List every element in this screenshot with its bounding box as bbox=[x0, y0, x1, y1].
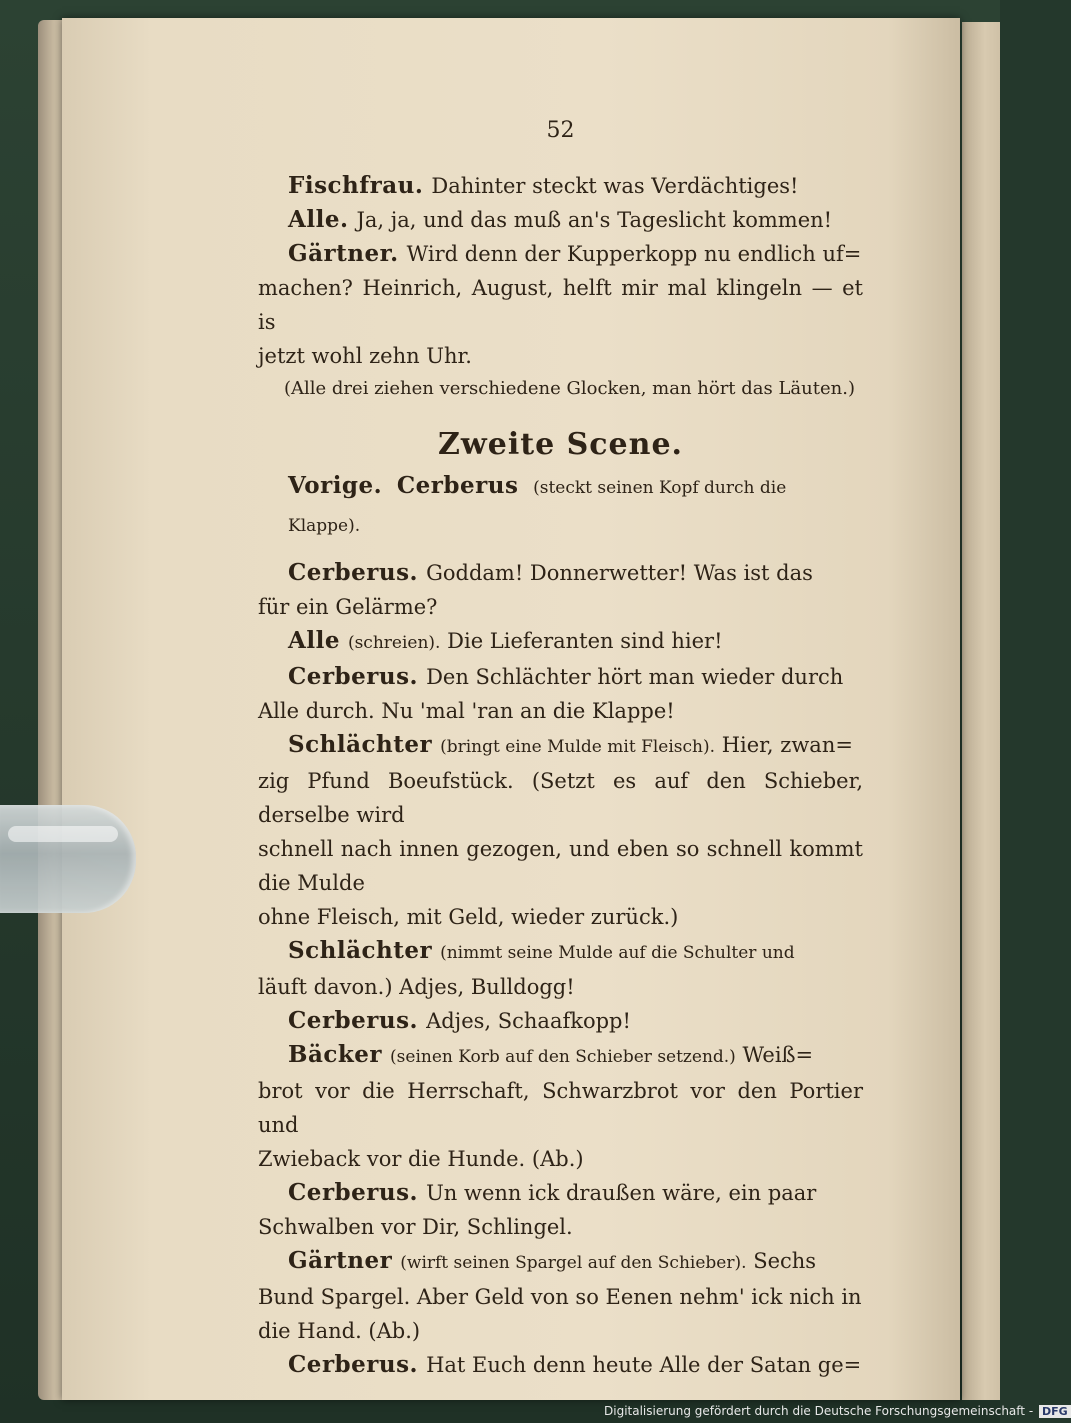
speaker-name: Fischfrau. bbox=[288, 172, 424, 199]
dfg-logo-icon: DFG bbox=[1039, 1405, 1071, 1418]
text-line bbox=[258, 169, 863, 203]
text-line bbox=[258, 970, 863, 1004]
line-text: läuft davon.) Adjes, Bulldogg! bbox=[258, 975, 575, 999]
text-line bbox=[258, 900, 863, 934]
text-line bbox=[258, 556, 863, 590]
persons-previous: Vorige. bbox=[288, 472, 383, 499]
line-text: Schwalben vor Dir, Schlingel. bbox=[258, 1215, 573, 1239]
line-text: Alle durch. Nu 'mal 'ran an die Klappe! bbox=[258, 699, 675, 723]
opening-dialog bbox=[258, 169, 863, 405]
text-line bbox=[258, 1280, 863, 1314]
line-text: Dahinter steckt was Verdächtiges! bbox=[431, 174, 799, 198]
speaker-name: Schlächter bbox=[288, 937, 433, 964]
footer-text: Digitalisierung gefördert durch die Deutsche Forschungsgemeinschaft - bbox=[604, 1404, 1034, 1418]
line-text: Weiß= bbox=[742, 1043, 814, 1067]
speaker-name: Gärtner. bbox=[288, 240, 399, 267]
speaker-name: Cerberus. bbox=[288, 1179, 419, 1206]
line-text: Hier, zwan= bbox=[721, 733, 853, 757]
stage-direction: (bringt eine Mulde mit Fleisch). bbox=[440, 737, 716, 757]
clip-highlight bbox=[8, 826, 118, 842]
stage-direction: (nimmt seine Mulde auf die Schulter und bbox=[440, 943, 795, 963]
line-text: schnell nach innen gezogen, und eben so schnell kommt die Mulde bbox=[258, 837, 863, 895]
scene-title: Zweite Scene. bbox=[438, 427, 683, 462]
line-text: Goddam! Donnerwetter! Was ist das bbox=[426, 561, 813, 585]
scene-dialog bbox=[258, 556, 863, 1382]
text-line bbox=[258, 1210, 863, 1244]
line-text: Zwieback vor die Hunde. (Ab.) bbox=[258, 1147, 584, 1171]
stage-direction: (schreien). bbox=[347, 633, 441, 653]
text-line bbox=[258, 1348, 863, 1382]
text-line bbox=[258, 237, 863, 271]
text-line bbox=[258, 624, 863, 660]
speaker-name: Gärtner bbox=[288, 1247, 393, 1274]
text-line bbox=[258, 1142, 863, 1176]
line-text: Sechs bbox=[753, 1249, 817, 1273]
line-text: (Alle drei ziehen verschiedene Glocken, man hört das Läuten.) bbox=[284, 378, 855, 399]
stage-direction: (wirft seinen Spargel auf den Schieber). bbox=[400, 1253, 747, 1273]
page-number: 52 bbox=[546, 118, 575, 143]
line-text: brot vor die Herrschaft, Schwarzbrot vor den Portier und bbox=[258, 1079, 863, 1137]
text-line bbox=[258, 271, 863, 339]
text-line bbox=[258, 728, 863, 764]
line-text: ohne Fleisch, mit Geld, wieder zurück.) bbox=[258, 905, 679, 929]
line-text: für ein Gelärme? bbox=[258, 595, 438, 619]
text-line bbox=[258, 590, 863, 624]
speaker-name: Cerberus. bbox=[288, 1007, 419, 1034]
facing-page-edge bbox=[962, 22, 1000, 1400]
speaker-name: Alle bbox=[288, 627, 340, 654]
speaker-name: Alle. bbox=[288, 206, 349, 233]
line-text: zig Pfund Boeufstück. (Setzt es auf den Schieber, derselbe wird bbox=[258, 769, 863, 827]
stage-direction: (seinen Korb auf den Schieber setzend.) bbox=[390, 1047, 736, 1067]
line-text: Hat Euch denn heute Alle der Satan ge= bbox=[426, 1353, 862, 1377]
line-text: die Hand. (Ab.) bbox=[258, 1319, 421, 1343]
line-text: Adjes, Schaafkopp! bbox=[426, 1009, 631, 1033]
speaker-name: Bäcker bbox=[288, 1041, 383, 1068]
persons-stage-direction: (steckt seinen Kopf durch die Klappe). bbox=[288, 478, 787, 536]
line-text: Die Lieferanten sind hier! bbox=[447, 629, 723, 653]
line-text: Wird denn der Kupperkopp nu endlich uf= bbox=[406, 242, 862, 266]
line-text: Den Schlächter hört man wieder durch bbox=[426, 665, 844, 689]
line-text: Bund Spargel. Aber Geld von so Eenen nehm' ick nich in bbox=[258, 1285, 862, 1309]
speaker-name: Cerberus. bbox=[288, 663, 419, 690]
text-line bbox=[258, 1176, 863, 1210]
text-line bbox=[258, 1244, 863, 1280]
text-line bbox=[258, 1004, 863, 1038]
text-line bbox=[258, 1074, 863, 1142]
line-text: Un wenn ick draußen wäre, ein paar bbox=[426, 1181, 817, 1205]
text-line bbox=[258, 339, 863, 373]
speaker-name: Schlächter bbox=[288, 731, 433, 758]
text-line bbox=[258, 660, 863, 694]
page-holder-clip bbox=[0, 805, 136, 913]
speaker-name: Cerberus. bbox=[288, 559, 419, 586]
text-line bbox=[258, 1038, 863, 1074]
text-line bbox=[258, 373, 863, 405]
line-text: Ja, ja, und das muß an's Tageslicht kommen! bbox=[356, 208, 833, 232]
text-line bbox=[258, 832, 863, 900]
digitization-footer bbox=[604, 1404, 1071, 1418]
speaker-name: Cerberus. bbox=[288, 1351, 419, 1378]
page-text bbox=[258, 118, 863, 1382]
line-text: jetzt wohl zehn Uhr. bbox=[258, 344, 472, 368]
persons-cerberus: Cerberus bbox=[396, 472, 519, 499]
text-line bbox=[258, 1314, 863, 1348]
scene-persons bbox=[258, 468, 863, 544]
text-line bbox=[258, 203, 863, 237]
text-line bbox=[258, 694, 863, 728]
text-line bbox=[258, 934, 863, 970]
line-text: machen? Heinrich, August, helft mir mal klingeln — et is bbox=[258, 276, 863, 334]
text-line bbox=[258, 764, 863, 832]
